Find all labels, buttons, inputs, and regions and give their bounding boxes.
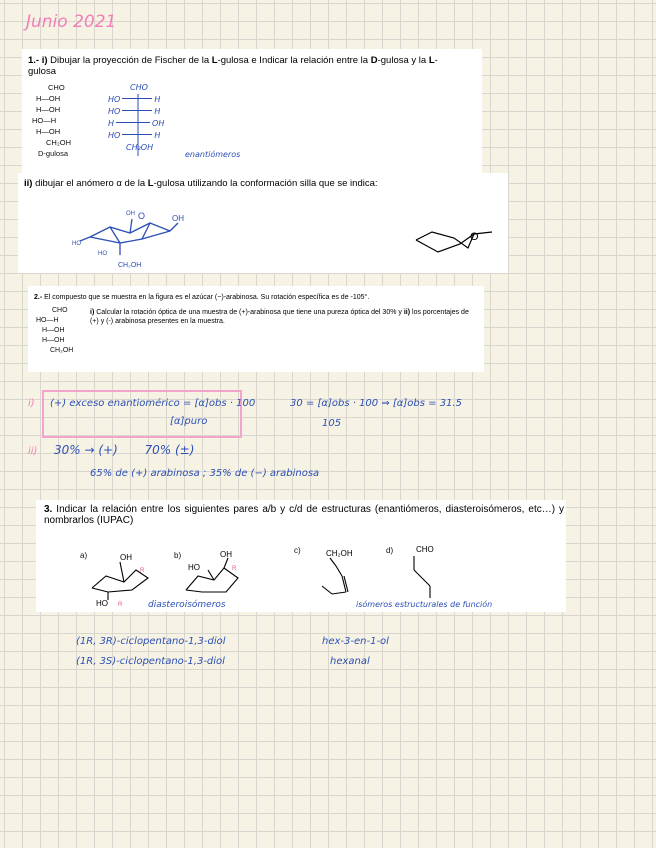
fischer-row: H—OH: [36, 105, 61, 114]
q3-name-a: (1R, 3R)-ciclopentano-1,3-diol: [76, 636, 226, 647]
molecule-a: [86, 548, 156, 610]
fischer-top: CHO: [48, 83, 65, 92]
hand-chair-alpha-l-gulosa: [70, 205, 200, 275]
fischer-row: H—OH: [36, 127, 61, 136]
mol-a-r2: R: [118, 602, 123, 608]
q2-fischer-row: HO—H: [36, 317, 59, 324]
chair-oh-top: OH: [126, 211, 135, 217]
label-d: d): [386, 546, 394, 555]
chair-template: [410, 222, 500, 262]
mol-d-cho: CHO: [416, 545, 434, 554]
q2-fischer-bottom: CH₂OH: [50, 347, 74, 354]
q2-hand-line1b: [α]puro: [170, 416, 208, 427]
molecule-d: [404, 542, 454, 602]
mol-a-r: R: [140, 568, 145, 574]
mol-b-r: R: [232, 566, 237, 572]
q3-name-b: (1R, 3S)-ciclopentano-1,3-diol: [76, 656, 225, 667]
mol-b-ho: HO: [188, 563, 200, 572]
q2-hand-mark-ii: ii): [28, 446, 38, 457]
q3-ab-relation: diasteroisómeros: [148, 600, 226, 610]
hand-fischer-backbone: [108, 84, 158, 164]
q3-name-c: hex-3-en-1-ol: [322, 636, 389, 647]
q1-statement: 1.- i) Dibujar la proyección de Fischer de la L-gulosa e Indicar la relación entre la D-gulosa y la L- gulosa: [28, 55, 438, 77]
q2-fischer-top: CHO: [52, 307, 68, 314]
chair-oh-right: OH: [172, 214, 184, 223]
label-b: b): [174, 551, 182, 560]
q2-fischer-row: H—OH: [42, 327, 65, 334]
chair-template-o: O: [470, 231, 479, 243]
q2-hand-line3: 65% de (+) arabinosa ; 35% de (−) arabinosa: [90, 468, 320, 479]
label-c: c): [294, 546, 301, 555]
fischer-caption: D-gulosa: [38, 149, 69, 158]
q2-hand-line1c: 30 = [α]obs · 100 ⇒ [α]obs = 31.5: [290, 398, 462, 409]
fischer-bottom: CH₂OH: [46, 138, 71, 147]
q2-fischer: [36, 306, 73, 356]
mol-a-ho: HO: [96, 599, 108, 608]
fischer-d-gulosa: [32, 82, 71, 159]
relation-enantiomers: enantiómeros: [185, 150, 241, 159]
hand-fischer-l-gulosa: CHO HO H HO H H OH HO H CH₂OH: [108, 83, 165, 152]
mol-b-oh: OH: [220, 550, 232, 559]
q2-items: i) Calcular la rotación óptica de una muestra de (+)-arabinosa que tiene una pureza óptica del 30% y ii) los porcentajes de (+) y (-) arabinosa presentes en la muestra.: [90, 309, 469, 325]
chair-ch2oh: CH₂OH: [118, 262, 142, 269]
q3-statement: 3. Indicar la relación entre los siguientes pares a/b y c/d de estructuras (enantiómeros, diasteroisómeros, etc…) y nombrarlos (IUPAC): [44, 504, 564, 526]
mol-a-oh: OH: [120, 553, 132, 562]
fischer-row: H—OH: [36, 94, 61, 103]
mol-c-ch2oh: CH₂OH: [326, 549, 353, 558]
q2-statement: 2.- El compuesto que se muestra en la figura es el azúcar (−)-arabinosa. Su rotación específica es de -105°.: [34, 294, 370, 301]
q2-hand-line1a: (+) exceso enantiomérico = [α]obs · 100: [50, 398, 256, 409]
fischer-row: HO—H: [32, 116, 57, 125]
chair-ho-left: HO: [72, 241, 81, 247]
chair-ho-bottom: HO: [98, 251, 107, 257]
label-a: a): [80, 551, 88, 560]
q2-fischer-row: H—OH: [42, 337, 65, 344]
q2-hand-mark-i: i): [28, 398, 35, 409]
q3-name-d: hexanal: [330, 656, 370, 667]
q2-hand-line1d: 105: [322, 418, 342, 429]
chair-o-label: O: [138, 211, 146, 221]
molecule-c: [312, 546, 372, 602]
q1ii-statement: ii) dibujar el anómero α de la L-gulosa utilizando la conformación silla que se indica:: [24, 178, 378, 189]
q2-hand-line2: 30% → (+) 70% (±): [54, 443, 195, 457]
header-date: Junio 2021: [26, 12, 117, 32]
q3-cd-relation: isómeros estructurales de función: [356, 600, 493, 609]
